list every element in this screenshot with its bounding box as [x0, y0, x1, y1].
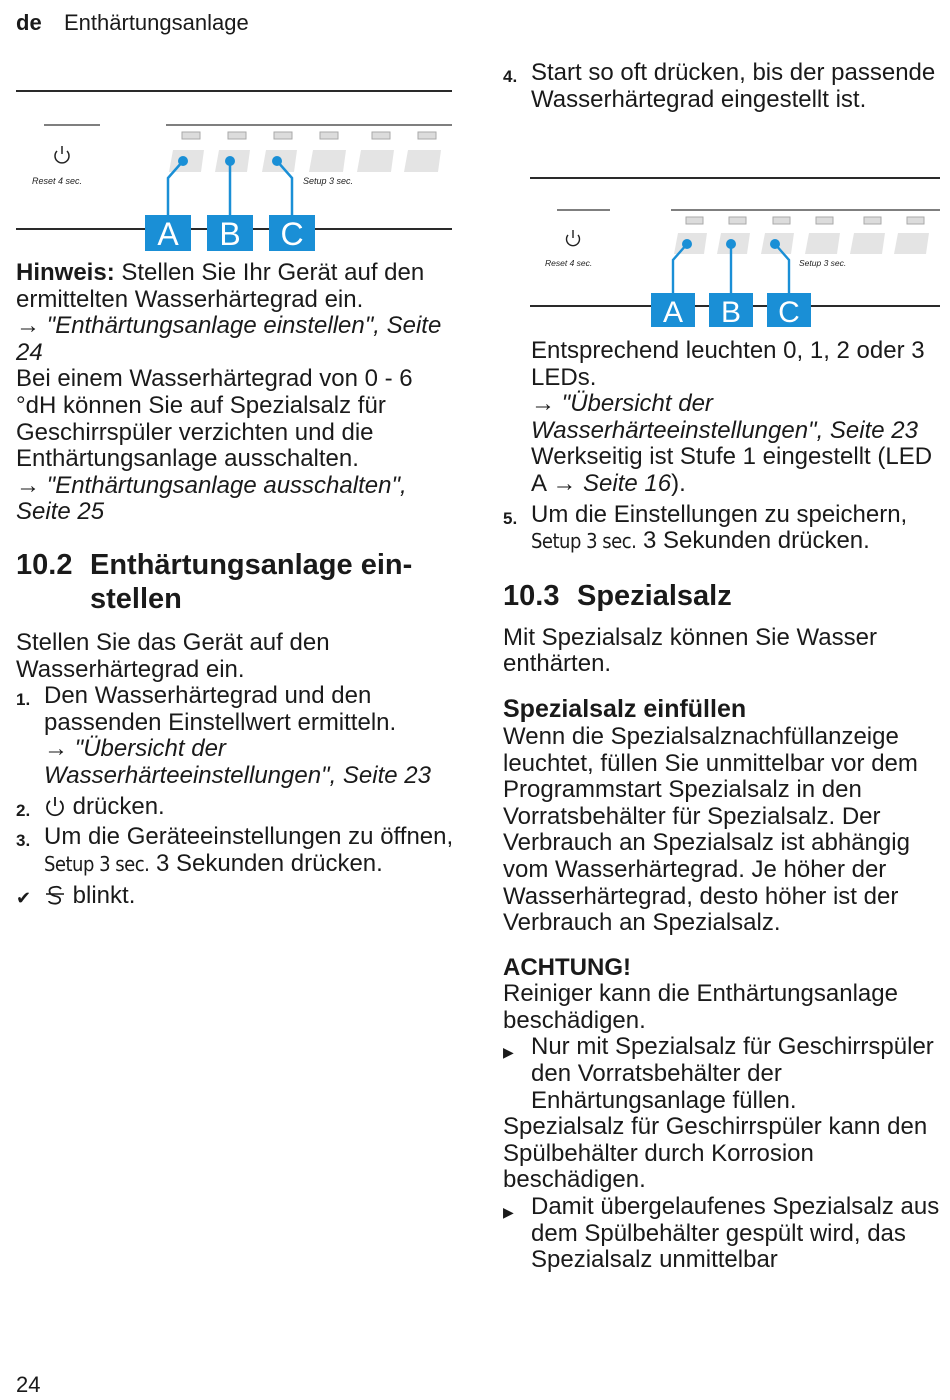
step-5-number: 5. [503, 508, 518, 528]
step-3-text-b: 3 Sekunden drücken. [149, 849, 383, 877]
setup-label: Setup 3 sec. [303, 176, 354, 186]
step-3 [16, 824, 456, 877]
section-number: 10.3 [503, 579, 560, 612]
page-number: 24 [16, 1372, 41, 1397]
note-ref-2-text: "Enthärtungsanlage ausschalten", Seite 25 [16, 471, 407, 526]
step-4 [503, 60, 943, 113]
setup-button-label: Setup 3 sec. [531, 529, 637, 554]
salt-refill-icon [44, 884, 66, 906]
step-result [16, 883, 456, 910]
callout-c-label: C [778, 296, 800, 329]
subheading: Spezialsalz einfüllen [503, 694, 747, 723]
callout-a-label: A [662, 296, 684, 329]
control-panel-diagram-right [530, 175, 940, 331]
factory-text-a: Werkseitig ist Stufe 1 eingestellt (LED A [531, 443, 933, 497]
warning-bullet-2-text: Damit übergelaufenes Spezialsalz aus dem Spülbehälter gespült wird, das Spezialsalz unmittelbar [531, 1193, 940, 1274]
callout-b-label: B [219, 216, 241, 252]
section-heading-10-2 [16, 548, 456, 616]
step-5-text-a: Um die Einstellungen zu speichern, [531, 500, 908, 528]
header-language: de [16, 10, 42, 35]
step-1-text: Den Wasserhärtegrad und den passenden Einstellwert ermitteln. [44, 682, 397, 736]
led-row [182, 132, 436, 139]
left-column [16, 260, 456, 910]
section-number: 10.2 [16, 548, 73, 581]
note-ref-2: → "Enthärtungsanlage ausschalten", Seite 25 [16, 471, 407, 526]
step-2-number: 2. [16, 800, 31, 820]
bullet-icon: ▶ [503, 1204, 514, 1221]
note-paragraph: Bei einem Wasserhärtegrad von 0 - 6 °dH können Sie auf Spezialsalz für Geschirrspüler verzichten und die Enthärtungsanlage ausschalten. [16, 365, 413, 473]
warning-bullet-1-text: Nur mit Spezialsalz für Geschirrspüler den Vorratsbehälter der Enhärtungsanlage füllen. [531, 1033, 934, 1114]
factory-text-b: ). [671, 469, 686, 497]
reset-label: Reset 4 sec. [32, 176, 83, 186]
step-4-number: 4. [503, 67, 518, 86]
control-panel-diagram-left [16, 88, 452, 254]
note-ref-1: → "Enthärtungsanlage einstellen", Seite 24 [16, 312, 442, 366]
note-label: Hinweis: [16, 259, 115, 286]
section-heading-10-3 [503, 579, 943, 613]
step-1-number: 1. [16, 690, 31, 710]
leds-ref-text: "Übersicht der Wasserhärteeinstellungen", Seite 23 [531, 390, 918, 444]
warning-text-1: Reiniger kann die Enthärtungsanlage beschädigen. [503, 980, 898, 1034]
leds-ref: → "Übersicht der Wasserhärteeinstellungen", Seite 23 [531, 390, 918, 444]
reset-label: Reset 4 sec. [545, 258, 593, 268]
factory-ref: Seite 16 [583, 469, 672, 497]
leds-text: Entsprechend leuchten 0, 1, 2 oder 3 LEDs. [531, 337, 925, 391]
section-intro: Mit Spezialsalz können Sie Wasser enthärten. [503, 623, 877, 678]
step-1 [16, 683, 456, 789]
check-icon: ✔ [16, 888, 32, 909]
warning-bullet-2 [503, 1194, 943, 1274]
callout-a-label: A [157, 216, 179, 252]
step-3-number: 3. [16, 831, 31, 851]
callout-c-label: C [280, 216, 304, 252]
power-icon [55, 146, 69, 163]
warning-text-2: Spezialsalz für Geschirrspüler kann den Spülbehälter durch Korrosion beschädigen. [503, 1113, 928, 1194]
step-2 [16, 794, 456, 821]
note-text: Stellen Sie Ihr Gerät auf den ermittelten Wasserhärtegrad ein. [16, 259, 425, 313]
start-button-label: Start [531, 59, 582, 86]
right-column-lower [503, 338, 943, 1274]
section-title: Spezialsalz [577, 579, 732, 612]
bullet-icon: ▶ [503, 1044, 514, 1061]
step-1-ref: → "Übersicht der Wasserhärteeinstellungen", Seite 23 [44, 735, 431, 789]
step-3-text-a: Um die Geräteeinstellungen zu öffnen, [44, 823, 454, 851]
led-row [686, 217, 924, 224]
button-row [169, 150, 441, 172]
note [16, 260, 456, 313]
button-row [674, 233, 929, 254]
header-title: Enthärtungsanlage [64, 10, 249, 35]
setup-label: Setup 3 sec. [799, 258, 847, 268]
power-icon [44, 795, 66, 817]
power-icon [567, 230, 580, 246]
step-4-text: so oft drücken, bis der passende Wasserhärtegrad eingestellt ist. [531, 59, 936, 113]
subheading-text: Wenn die Spezialsalznachfüllanzeige leuchtet, füllen Sie unmittelbar vor dem Programmstart Spezialsalz in den Vorratsbehälter für Spezialsalz. Der Verbrauch an Spezialsalz ist abhängig vom Wasserhärtegrad. Je höher der Wasserhärtegrad, desto höher ist der Verbrauch an Spezialsalz. [503, 722, 918, 937]
setup-button-label: Setup 3 sec. [44, 851, 150, 876]
step-1-ref-text: "Übersicht der Wasserhärteeinstellungen", Seite 23 [44, 735, 431, 789]
step-2-text: drücken. [66, 792, 165, 820]
result-text: blinkt. [66, 882, 136, 910]
section-title-a: Enthärtungsanlage ein- [90, 548, 413, 581]
section-intro: Stellen Sie das Gerät auf den Wasserhärtegrad ein. [16, 628, 330, 683]
callout-b-label: B [720, 296, 742, 329]
step-5 [503, 502, 943, 555]
factory-setting: Werkseitig ist Stufe 1 eingestellt (LED A → Seite 16). [531, 443, 933, 497]
step-4-result [503, 338, 943, 498]
warning-title: ACHTUNG! [503, 953, 631, 981]
note-ref-1-text: "Enthärtungsanlage einstellen", Seite 24 [16, 312, 442, 366]
step-5-text-b: 3 Sekunden drücken. [636, 527, 870, 555]
right-column [503, 60, 943, 113]
warning-bullet-1 [503, 1034, 943, 1114]
section-title-b: stellen [90, 582, 182, 615]
